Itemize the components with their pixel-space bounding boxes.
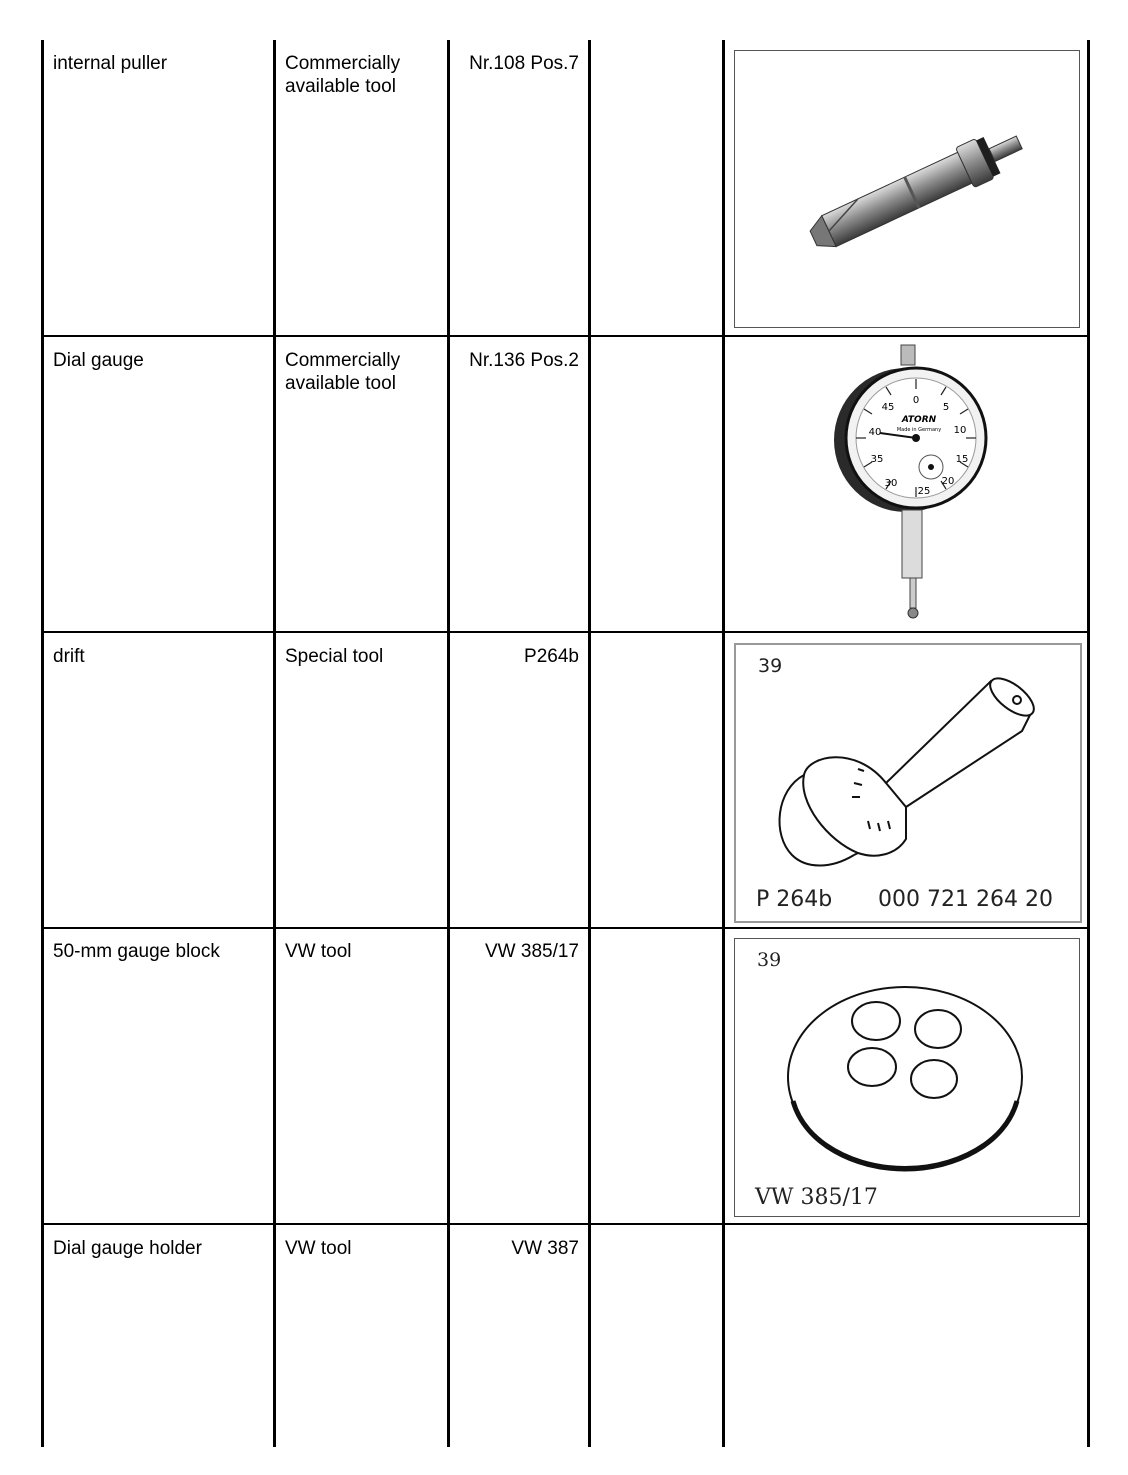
dial-number: 25 — [917, 486, 931, 497]
tool-number: Nr.136 Pos.2 — [469, 350, 579, 371]
dial-number: 0 — [912, 395, 920, 406]
tool-type — [285, 349, 445, 395]
tool-number: P264b — [524, 646, 579, 667]
drift-part-number: 000 721 264 20 — [878, 887, 1053, 912]
dial-number: 15 — [955, 454, 969, 465]
tool-type: VW tool — [285, 1238, 352, 1259]
column-divider-2 — [447, 40, 450, 1447]
dial-made-in: Made in Germany — [896, 427, 942, 433]
dial-brand: ATORN — [901, 415, 937, 425]
row-divider-2 — [42, 631, 1090, 633]
internal-puller-image — [734, 50, 1080, 328]
tool-name: Dial gauge holder — [53, 1238, 202, 1259]
tool-type-line1: Commercially — [285, 53, 401, 74]
row-divider-4 — [42, 1223, 1090, 1225]
gauge-block-code: VW 385/17 — [755, 1185, 878, 1210]
gauge-block-image — [734, 938, 1080, 1217]
dial-gauge-image — [734, 343, 1078, 625]
tool-type: VW tool — [285, 941, 352, 962]
figure-corner-number: 39 — [757, 949, 782, 971]
drift-code: P 264b — [756, 887, 833, 912]
tool-name: drift — [53, 646, 85, 667]
column-divider-3 — [588, 40, 591, 1447]
dial-number: 30 — [884, 478, 898, 489]
dial-number: 45 — [881, 402, 895, 413]
tool-name: Dial gauge — [53, 350, 144, 371]
tool-number: Nr.108 Pos.7 — [469, 53, 579, 74]
row-divider-3 — [42, 927, 1090, 929]
tool-name: 50-mm gauge block — [53, 941, 220, 962]
column-divider-1 — [273, 40, 276, 1447]
dial-number: 35 — [870, 454, 884, 465]
column-divider-4 — [722, 40, 725, 1447]
tool-type-line2: available tool — [285, 373, 396, 394]
tool-name: internal puller — [53, 53, 168, 74]
tool-type: Special tool — [285, 646, 384, 667]
tool-type — [285, 52, 445, 98]
tool-type-line2: available tool — [285, 76, 396, 97]
tool-number: VW 385/17 — [485, 941, 579, 962]
drift-image — [734, 643, 1082, 923]
dial-number: 20 — [941, 476, 955, 487]
row-divider-1 — [42, 335, 1090, 337]
tool-type-line1: Commercially — [285, 350, 401, 371]
tool-number: VW 387 — [511, 1238, 579, 1259]
dial-number: 10 — [953, 425, 967, 436]
figure-corner-number: 39 — [758, 655, 783, 677]
table-border-left — [41, 40, 44, 1447]
dial-number: 5 — [942, 402, 950, 413]
dial-number: 40 — [868, 427, 882, 438]
table-border-right — [1087, 40, 1090, 1447]
